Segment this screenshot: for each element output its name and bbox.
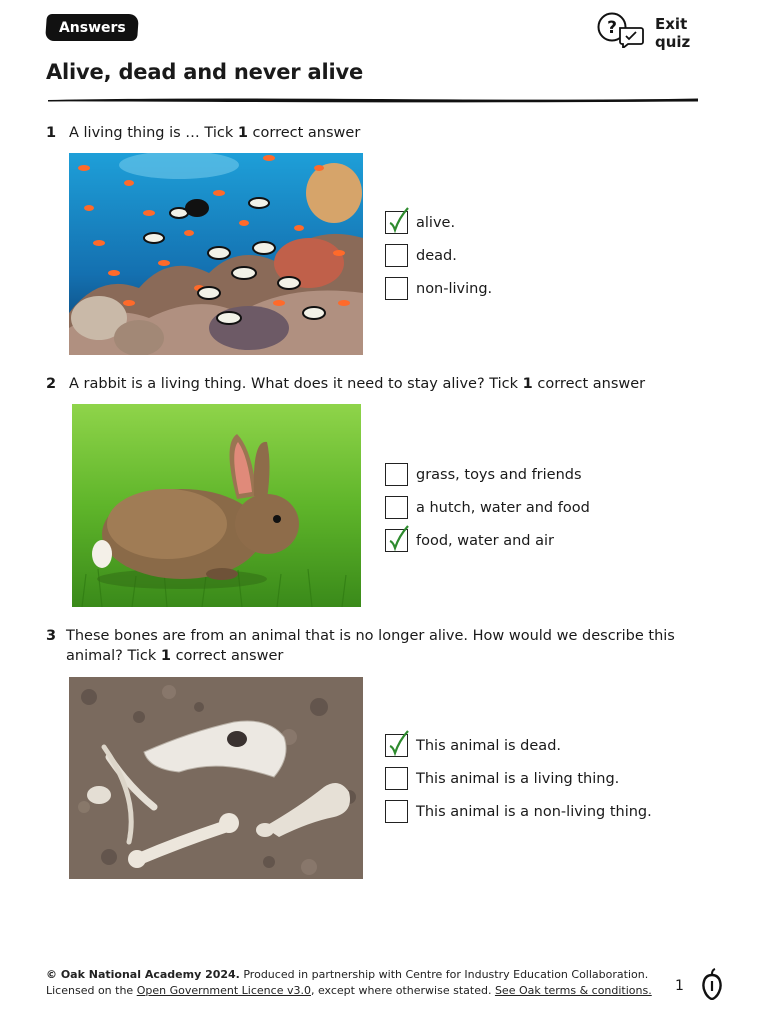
footer-licensed-middle: , except where otherwise stated. [310,984,495,997]
question-1-image-coral-reef [69,153,363,355]
question-3-prompt-line-1: These bones are from an animal that is no longer alive. How would we describe this [66,628,675,644]
question-1-count: 1 [237,125,248,141]
question-1-number: 1 [46,125,57,141]
question-1-option-3[interactable] [385,272,492,305]
question-2-option-2[interactable] [385,491,590,524]
checkbox[interactable] [385,529,408,552]
question-2-image-rabbit [72,404,361,607]
option-label: a hutch, water and food [416,499,590,516]
checkbox[interactable] [385,767,408,790]
question-1-option-2[interactable] [385,239,492,272]
option-label: This animal is a living thing. [416,770,620,787]
licence-link[interactable]: Open Government Licence v3.0 [136,984,311,997]
svg-text:?: ? [607,18,617,38]
question-2-suffix: correct answer [532,376,646,392]
question-2-options [385,458,590,557]
title-divider [46,96,700,104]
page-number: 1 [675,978,684,994]
option-label: This animal is dead. [416,737,562,754]
checkbox[interactable] [385,496,408,519]
question-2-prompt: A rabbit is a living thing. What does it need to stay alive? Tick [69,376,523,392]
option-label: dead. [416,247,457,264]
question-3-count: 1 [160,648,171,664]
oak-acorn-logo-icon [700,968,724,1000]
footer-licensed-prefix: Licensed on the [46,984,137,997]
question-3-options [385,729,652,828]
question-3-text [66,626,675,666]
question-3-option-3[interactable] [385,795,652,828]
question-2-number: 2 [46,376,57,392]
question-1-suffix: correct answer [247,125,361,141]
question-1-prompt: A living thing is … Tick [69,125,238,141]
answers-badge [45,14,139,41]
question-1-option-1[interactable] [385,206,492,239]
exit-quiz-button[interactable] [596,10,726,50]
checkbox[interactable] [385,277,408,300]
page-title: Alive, dead and never alive [46,60,364,84]
option-label: food, water and air [416,532,554,549]
question-1-options [385,206,492,305]
question-3-option-1[interactable] [385,729,652,762]
question-2-text [69,374,645,394]
checkbox[interactable] [385,244,408,267]
checkbox[interactable] [385,211,408,234]
terms-link[interactable]: See Oak terms & conditions. [494,984,652,997]
question-3-suffix: correct answer [170,648,284,664]
footer-partnership: Produced in partnership with Centre for Industry Education Collaboration. [239,968,649,981]
option-label: grass, toys and friends [416,466,582,483]
question-3-number: 3 [46,628,57,644]
answers-badge-label: Answers [58,19,126,36]
question-3-image-bones [69,677,363,879]
checkbox[interactable] [385,463,408,486]
option-label: alive. [416,214,456,231]
question-2-count: 1 [522,376,533,392]
checkmark-icon [388,729,410,757]
checkbox[interactable] [385,800,408,823]
checkmark-icon [388,206,410,234]
checkbox[interactable] [385,734,408,757]
exit-quiz-label: Exit quiz [655,15,691,51]
question-2-option-1[interactable] [385,458,590,491]
quiz-help-icon [596,10,648,48]
option-label: non-living. [416,280,493,297]
footer-copyright: © Oak National Academy 2024. [46,968,240,981]
question-2-option-3[interactable] [385,524,590,557]
footer-credits [46,967,652,999]
question-3-option-2[interactable] [385,762,652,795]
option-label: This animal is a non-living thing. [416,803,652,820]
checkmark-icon [388,524,410,552]
question-3-prompt-line-2: animal? Tick [66,648,161,664]
question-1-text [69,123,360,143]
